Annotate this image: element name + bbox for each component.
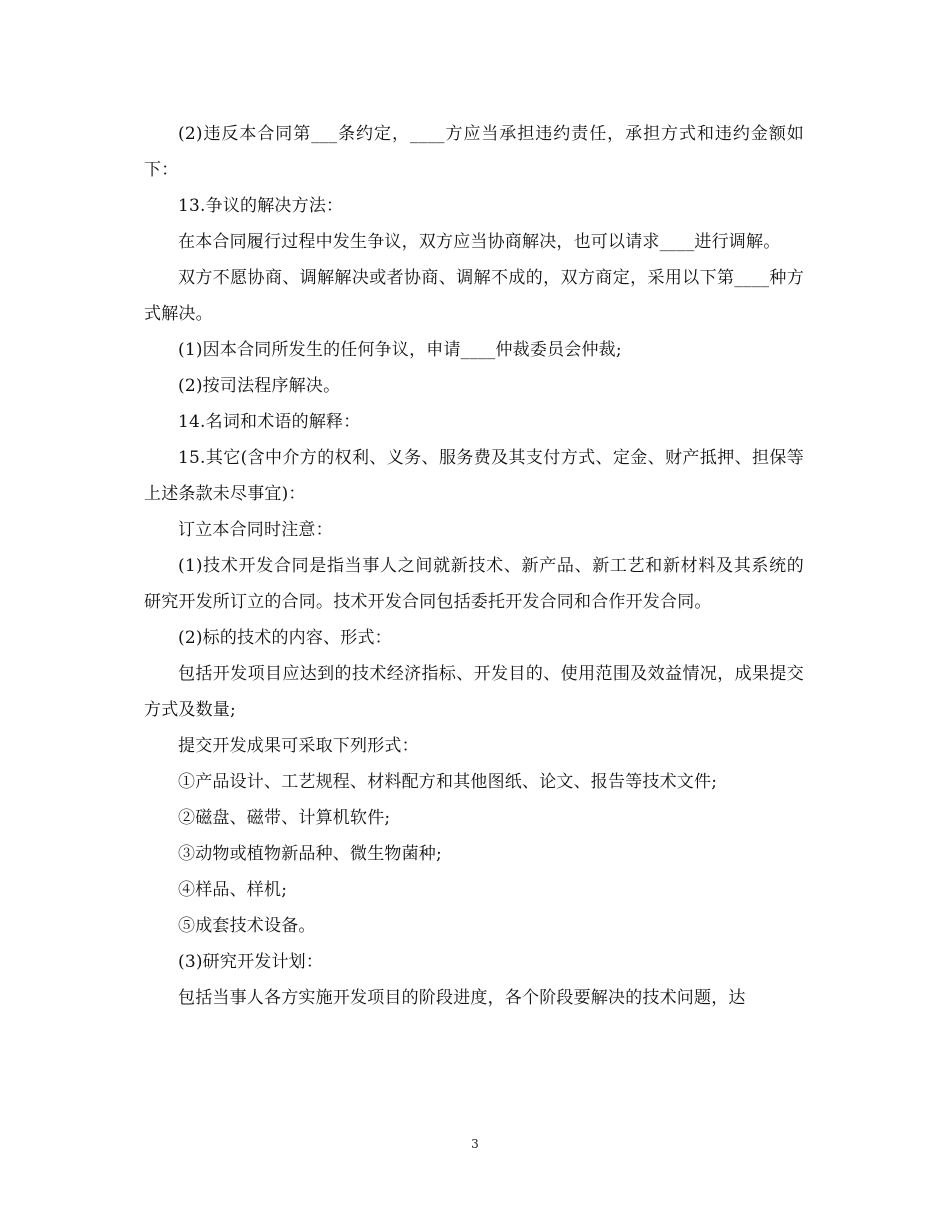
list-item-form-1: ①产品设计、工艺规程、材料配方和其他图纸、论文、报告等技术文件; — [178, 772, 718, 792]
list-item-form-2: ②磁盘、磁带、计算机软件; — [178, 808, 391, 828]
paragraph-dev-plan: 包括当事人各方实施开发项目的阶段进度，各个阶段要解决的技术问题，达 — [178, 988, 746, 1008]
paragraph-definition: (1)技术开发合同是指当事人之间就新技术、新产品、新工艺和新材料及其系统的研究开发所订立的合同。技术开发合同包括委托开发合同和合作开发合同。 — [144, 556, 804, 612]
heading-dev-plan: (3)研究开发计划： — [178, 952, 324, 972]
heading-notes: 订立本合同时注意： — [178, 520, 333, 540]
heading-other: 15.其它(含中介方的权利、义务、服务费及其支付方式、定金、财产抵押、担保等上述条款未尽事宜)： — [144, 448, 804, 504]
paragraph-arbitration: (1)因本合同所发生的任何争议，申请____仲裁委员会仲裁; — [178, 340, 622, 360]
list-item-form-5: ⑤成套技术设备。 — [178, 916, 316, 936]
paragraph-subject-detail: 包括开发项目应达到的技术经济指标、开发目的、使用范围及效益情况，成果提交方式及数量; — [144, 664, 804, 720]
list-item-form-3: ③动物或植物新品种、微生物菌种; — [178, 844, 442, 864]
page-number: 3 — [471, 1137, 479, 1151]
document-body — [144, 116, 804, 1016]
paragraph-breach-clause: (2)违反本合同第___条约定，____方应当承担违约责任，承担方式和违约金额如下： — [144, 124, 804, 180]
list-item-form-4: ④样品、样机; — [178, 880, 288, 900]
paragraph-judicial: (2)按司法程序解决。 — [178, 376, 341, 396]
heading-terms: 14.名词和术语的解释： — [178, 412, 361, 432]
paragraph-mediation: 在本合同履行过程中发生争议，双方应当协商解决，也可以请求____进行调解。 — [178, 232, 781, 252]
heading-subject-content: (2)标的技术的内容、形式： — [178, 628, 392, 648]
paragraph-result-forms: 提交开发成果可采取下列形式： — [178, 736, 419, 756]
heading-dispute-resolution: 13.争议的解决方法： — [178, 196, 344, 216]
paragraph-resolution-choice: 双方不愿协商、调解解决或者协商、调解不成的，双方商定，采用以下第____种方式解决。 — [144, 268, 804, 324]
